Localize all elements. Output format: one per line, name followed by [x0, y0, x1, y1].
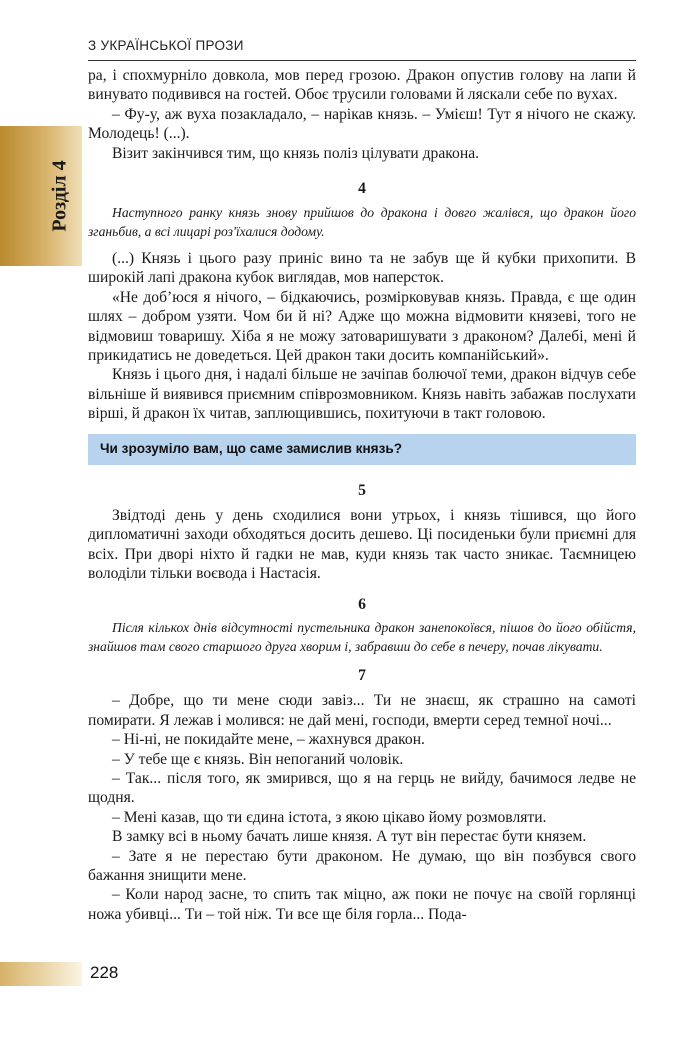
section-number: 4 [358, 180, 366, 198]
section-number: 7 [358, 667, 366, 685]
section-number: 6 [358, 596, 366, 614]
paragraph: Візит закінчився тим, що князь поліз цілувати дракона. [112, 144, 480, 162]
paragraph: Князь і цього дня, і надалі більше не зачіпав болючої теми, дракон відчув себе вільніше й виявився приємним співрозмовником. Князь навіть забажав послухати вірші, й дракон їх читав, заплющившись, похитуючи в такт головою. [88, 366, 636, 423]
section-number: 5 [358, 481, 366, 499]
dialogue-line: – Мені казав, що ти єдина істота, з якою цікаво йому розмовляти. [112, 808, 547, 826]
question-box: Чи зрозуміло вам, що саме замислив князь? [88, 434, 636, 465]
dialogue-line: – У тебе ще є князь. Він непоганий чоловік. [112, 750, 404, 768]
section-summary: Після кількох днів відсутності пустельника дракон занепокоївся, пішов до його обійстя, знайшов там свого старшого друга хворим і, забравши до себе в печеру, почав лікувати. [88, 620, 636, 655]
dialogue-line: – Ні-ні, не покидайте мене, – жахнувся дракон. [112, 731, 425, 749]
dialogue-line: В замку всі в ньому бачать лише князя. А тут він перестає бути князем. [112, 828, 587, 846]
dialogue-line: – Так... після того, як змирився, що я на герць не вийду, бачимося ледве не щодня. [88, 769, 636, 807]
dialogue-line: – Добре, що ти мене сюди завіз... Ти не знаєш, як страшно на самоті помирати. Я лежав і молився: не дай мені, господи, вмерти серед темної ночі... [88, 692, 636, 729]
page-number: 228 [90, 963, 119, 982]
footer-band [0, 962, 82, 986]
paragraph: – Фу-у, аж вуха позакладало, – нарікав князь. – Умієш! Тут я нічого не скажу. Молодець! (...). [88, 105, 636, 143]
dialogue-line: – Коли народ засне, то спить так міцно, аж поки не почує на своїй горлянці ножа убивці... Ти – той ніж. Ти все ще біля горла... Пода- [88, 886, 636, 923]
running-header: З УКРАЇНСЬКОЇ ПРОЗИ [88, 38, 244, 53]
dialogue-line: – Зате я не перестаю бути драконом. Не думаю, що він позбувся свого бажання знищити мене. [88, 847, 636, 884]
header-rule [88, 60, 636, 61]
paragraph: «Не добʼюся я нічого, – бідкаючись, розмірковував князь. Правда, є ще один шлях – добром узяти. Чом би й ні? Адже що можна відмовити князеві, того не відмовиш товаришу. Хіба я не можу затоваришувати з драконом? Далебі, мені й прикидатись не доведеться. Цей дракон таки досить компанійський». [88, 288, 636, 365]
paragraph: (...) Князь і цього разу приніс вино та не забув ще й кубки прихопити. В широкій лапі дракона кубок виглядав, мов наперсток. [88, 250, 636, 287]
section-summary: Наступного ранку князь знову прийшов до дракона і довго жалівся, що дракон його зганьбив, а всі лицарі роз'їхалися додому. [88, 205, 636, 240]
page-body [88, 66, 636, 924]
paragraph: ра, і спохмурніло довкола, мов перед грозою. Дракон опустив голову на лапи й винувато подивився на гостей. Обоє трусили головами й ляскали себе по вухах. [88, 67, 636, 104]
chapter-tab-label: Розділ 4 [48, 160, 71, 232]
paragraph: Звідтоді день у день сходилися вони утрьох, і князь тішився, що його дипломатичні заходи обходяться досить дешево. Ці посиденьки були приємні для всіх. При дворі ніхто й гадки не мав, куди князь так часто зникає. Таємницею володіли тільки воєвода і Настасія. [88, 506, 636, 582]
